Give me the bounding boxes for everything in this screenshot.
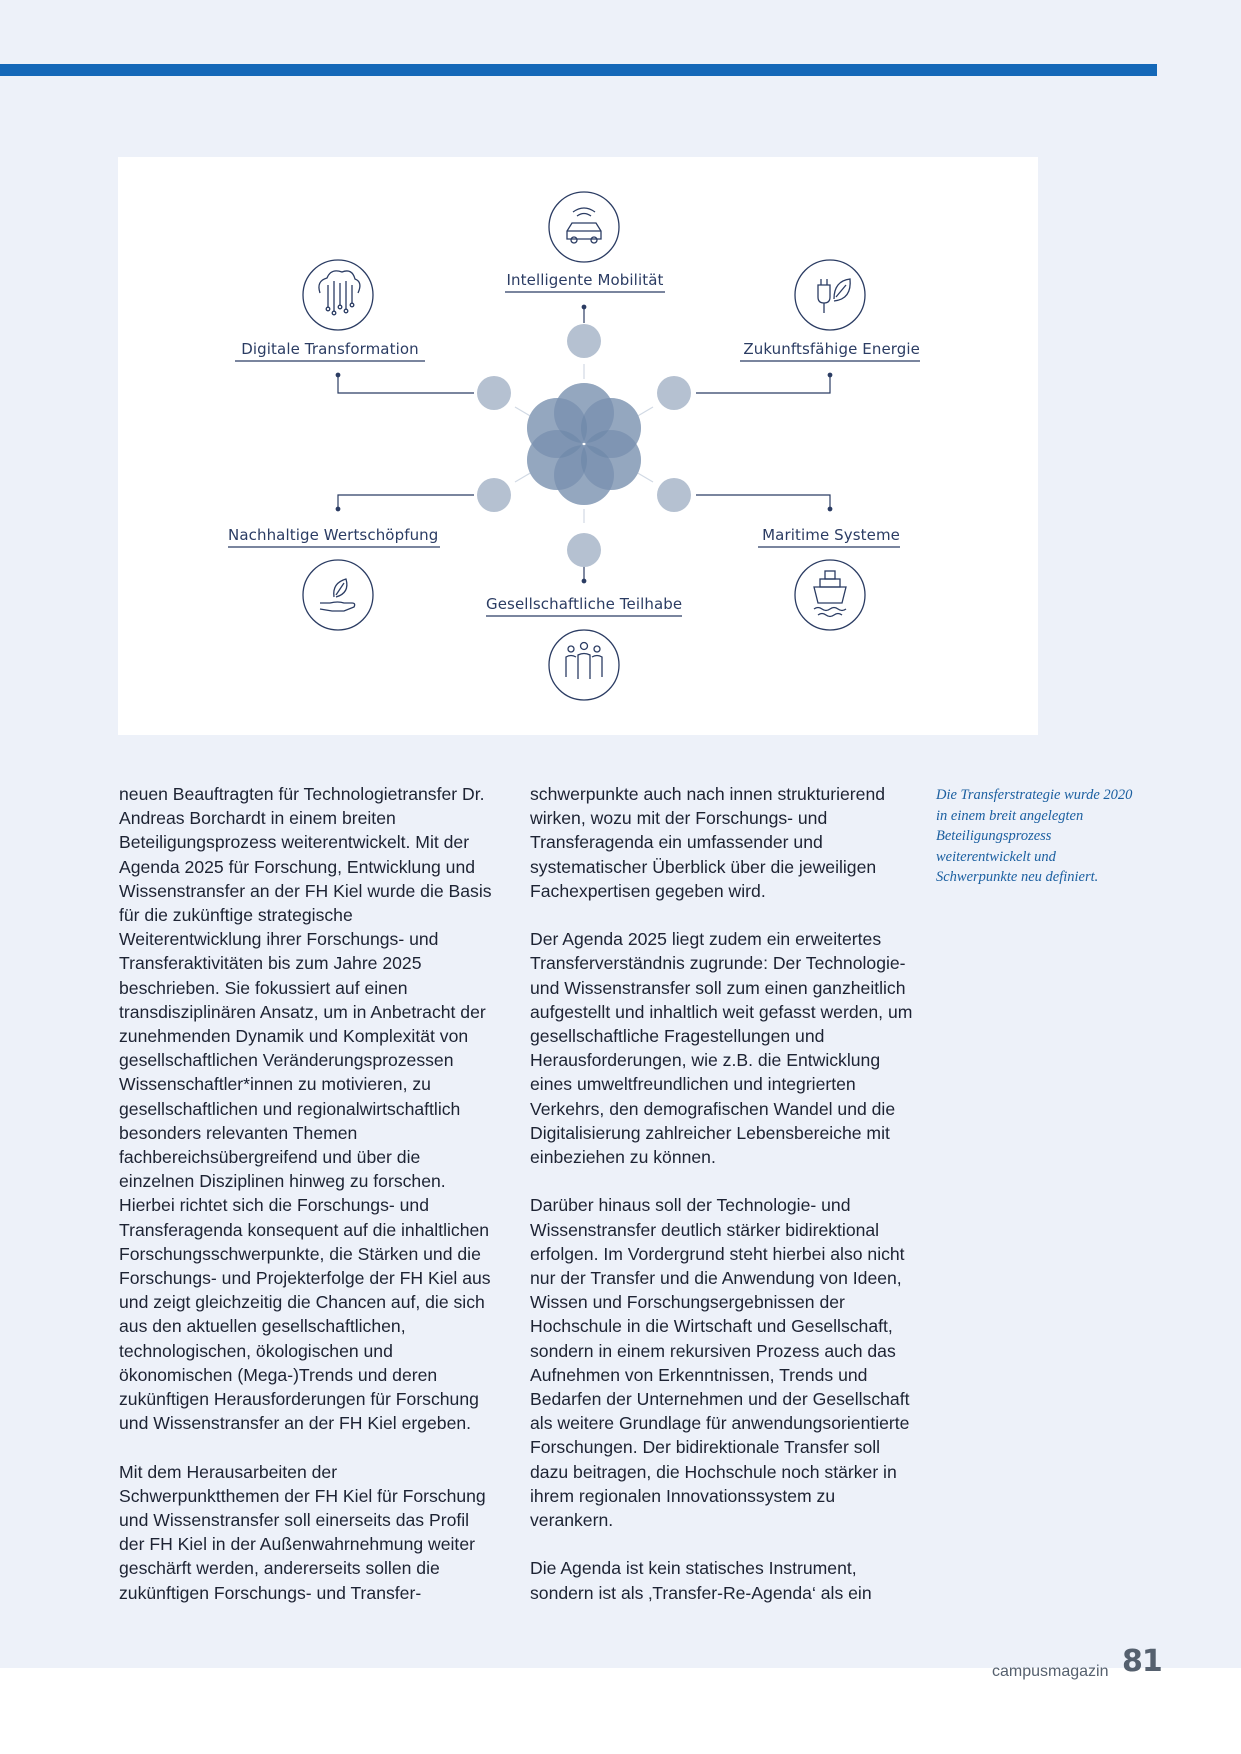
connector-bottom-left <box>338 495 474 509</box>
hand-leaf-icon <box>303 560 373 630</box>
side-caption: Die Transferstrategie wurde 2020 in einem breit angelegten Beteiligungsprozess weiterentwickelt und Schwerpunkte neu definiert. <box>936 787 1133 885</box>
paragraph: Der Agenda 2025 liegt zudem ein erweitertes Transferverständnis zugrunde: Der Technologie- und Wissenstransfer soll zum einen ganzheitlich aufgestellt und inhaltlich weit gefasst werden, um gesellschaftliche Fragestellungen und Herausforderungen, wie z.B. die Entwicklung eines umweltfreundlichen und integrierten Verkehrs, den demografischen Wandel und die Digitalisierung zahlreicher Lebensbereiche mit einbeziehen zu können. <box>530 929 913 1168</box>
label-intelligente-mobilitaet: Intelligente Mobilität <box>506 271 664 289</box>
label-nachhaltige-wertschoepfung: Nachhaltige Wertschöpfung <box>228 526 439 544</box>
node-top-left <box>477 376 511 410</box>
top-accent-bar <box>0 64 1157 76</box>
paragraph: Darüber hinaus soll der Technologie- und Wissenstransfer deutlich stärker bidirektional erfolgen. Im Vordergrund steht hierbei also nicht nur der Transfer und die Anwendung von Ideen, Wissen und Forschungsergebnissen der Hochschule in die Wirtschaft und Gesellschaft, sondern in einem rekursiven Prozess auch das Aufnehmen von Erkenntnissen, Trends und Bedarfen der Unternehmen und der Gesellschaft als weitere Grundlage für anwendungsorientierte Forschungen. Der bidirektionale Transfer soll dazu beitragen, die Hochschule noch stärker in ihrem regionalen Innovationssystem zu verankern. <box>530 1195 910 1531</box>
central-flower <box>527 383 641 505</box>
page-number: 81 <box>1122 1644 1162 1679</box>
connector-dot-bottom-left <box>336 507 340 511</box>
label-gesellschaftliche-teilhabe: Gesellschaftliche Teilhabe <box>486 595 683 613</box>
cloud-circuit-icon <box>303 260 373 330</box>
connector-top-left <box>338 375 474 393</box>
connector-top-right <box>696 375 830 393</box>
connector-bottom-right <box>696 495 830 509</box>
node-bottom-right <box>657 478 691 512</box>
people-group-icon <box>549 630 619 700</box>
node-top-right <box>657 376 691 410</box>
paragraph: Die Agenda ist kein statisches Instrument, sondern ist als ‚Transfer-Re-Agenda‘ als ein <box>530 1558 872 1603</box>
text-column-left <box>119 782 499 1629</box>
plug-leaf-icon <box>795 260 865 330</box>
car-connected-icon <box>549 192 619 262</box>
connector-dot-bottom-right <box>828 507 832 511</box>
footer-brand: campusmagazin <box>992 1663 1109 1680</box>
diagram-graphic <box>118 157 1038 735</box>
transfer-diagram <box>118 157 1038 735</box>
node-top <box>567 324 601 358</box>
label-zukunftsfaehige-energie: Zukunftsfähige Energie <box>743 340 920 358</box>
ship-icon <box>795 560 865 630</box>
connector-dot-top-left <box>336 373 340 377</box>
label-maritime-systeme: Maritime Systeme <box>762 526 900 544</box>
connector-dot-bottom <box>582 579 586 583</box>
node-bottom <box>567 533 601 567</box>
text-column-right <box>530 782 920 1629</box>
node-bottom-left <box>477 478 511 512</box>
paragraph: neuen Beauftragten für Technologietransfer Dr. Andreas Borchardt in einem breiten Beteiligungsprozess weiterentwickelt. Mit der Agenda 2025 für Forschung, Entwicklung und Wissenstransfer an der FH Kiel wurde die Basis für die zukünftige strategische Weiterentwicklung ihrer Forschungs- und Transferaktivitäten bis zum Jahre 2025 beschrieben. Sie fokussiert auf einen transdisziplinären Ansatz, um in Anbetracht der zunehmenden Dynamik und Komplexität von gesellschaftlichen Veränderungsprozessen Wissenschaftler*innen zu motivieren, zu gesellschaftlichen und regionalwirtschaftlich besonders relevanten Themen fachbereichsübergreifend und über die einzelnen Disziplinen hinweg zu forschen. Hierbei richtet sich die Forschungs- und Transferagenda konsequent auf die inhaltlichen Forschungsschwerpunkte, die Stärken und die Forschungs- und Projekterfolge der FH Kiel aus und zeigt gleichzeitig die Chancen auf, die sich aus den aktuellen gesellschaftlichen, technologischen, ökologischen und ökonomischen (Mega-)Trends und deren zukünftigen Herausforderungen für Forschung und Wissenstransfer an der FH Kiel ergeben. <box>119 784 492 1434</box>
label-digitale-transformation: Digitale Transformation <box>241 340 419 358</box>
connector-dot-top <box>582 305 586 309</box>
paragraph: schwerpunkte auch nach innen strukturierend wirken, wozu mit der Forschungs- und Transferagenda ein umfassender und systematischer Überblick über die jeweiligen Fachexpertisen gegeben wird. <box>530 784 886 901</box>
connector-dot-top-right <box>828 373 832 377</box>
paragraph: Mit dem Herausarbeiten der Schwerpunktthemen der FH Kiel für Forschung und Wissenstransfer soll einerseits das Profil der FH Kiel in der Außenwahrnehmung weiter geschärft werden, andererseits sollen die zukünftigen Forschungs- und Transfer- <box>119 1461 486 1603</box>
